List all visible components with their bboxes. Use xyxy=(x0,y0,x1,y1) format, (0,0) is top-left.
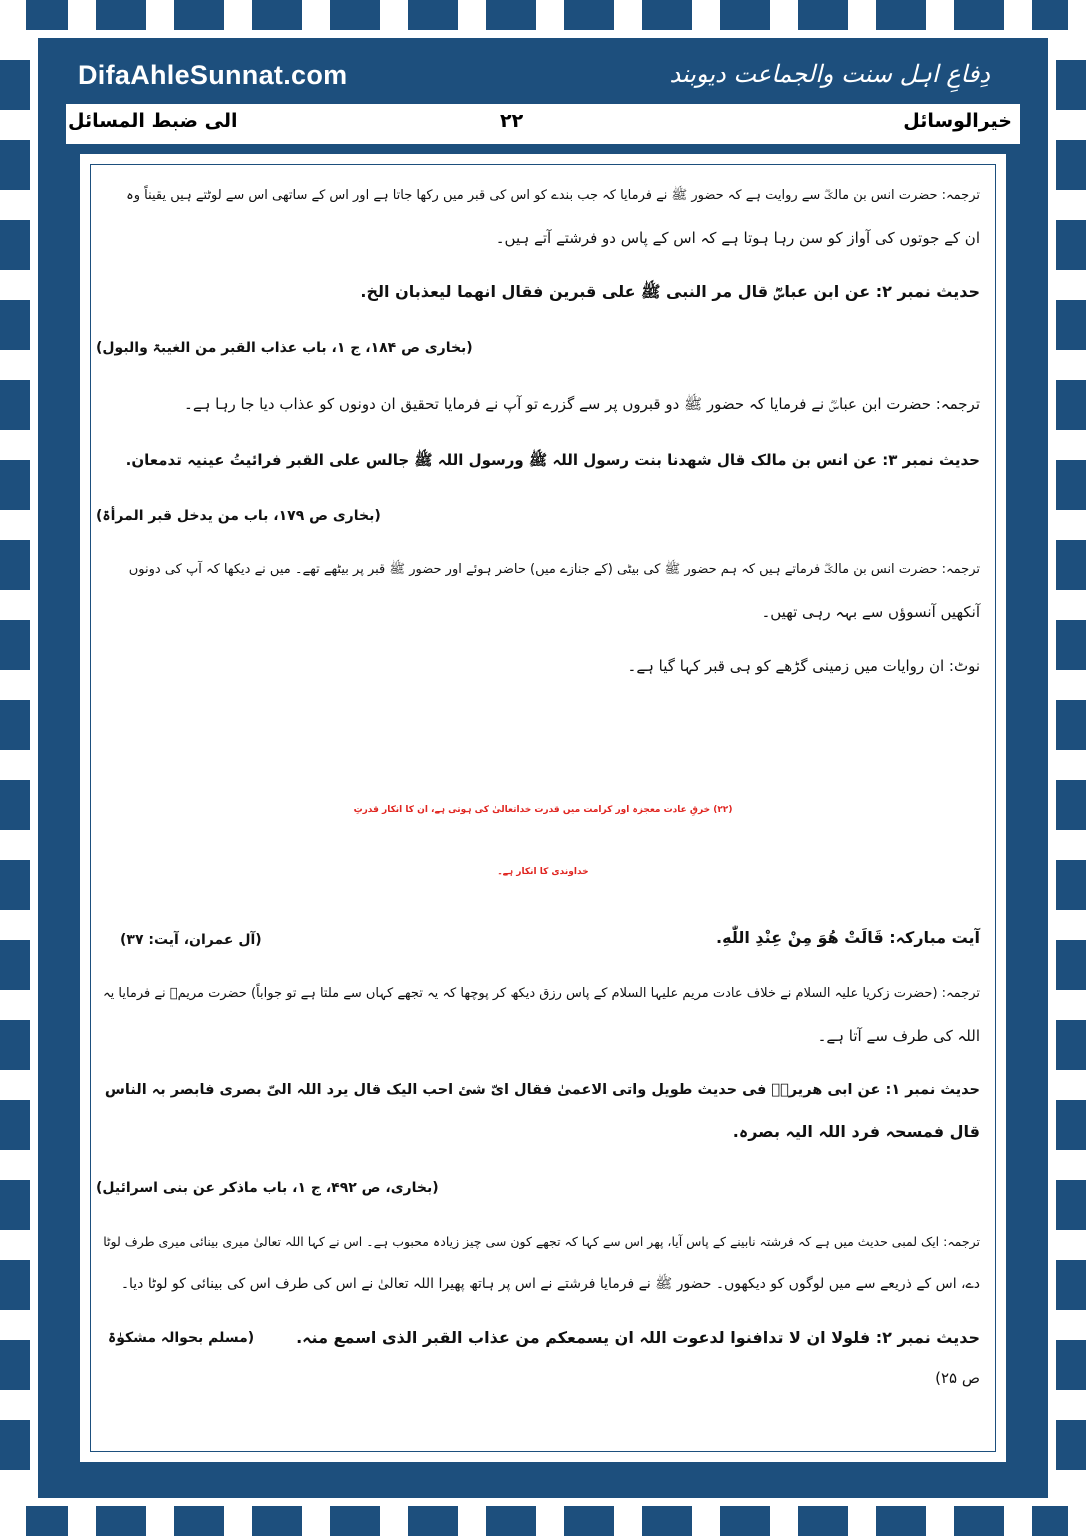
hadith-line: قال فمسحہ فرد اللہ الیہ بصرہ. xyxy=(732,1122,980,1141)
book-title: خیرالوسائل xyxy=(903,110,1012,132)
section-heading: خداوندی کا انکار ہے۔ xyxy=(497,867,589,877)
border-tile xyxy=(1056,540,1086,590)
border-tile xyxy=(330,0,380,30)
border-tile xyxy=(720,1506,770,1536)
reference: (بخاری ص ۱۷۹، باب من یدخل قبر المرأۃ) xyxy=(96,508,381,524)
border-tile xyxy=(720,0,770,30)
border-tile xyxy=(1032,0,1068,30)
translation-line: ترجمہ: حضرت ابن عباسؓ نے فرمایا کہ حضور ﷺ دو قبروں پر سے گزرے تو آپ نے فرمایا تحقیق ان دونوں کو عذاب دیا جا رہا ہے۔ xyxy=(184,395,980,413)
translation-line: ترجمہ: حضرت انس بن مالکؓ سے روایت ہے کہ حضور ﷺ نے فرمایا کہ جب بندے کو اس کی قبر میں رکھا جاتا ہے اور اس کے ساتھی اس سے لوٹتے ہیں یقیناً وہ xyxy=(126,188,980,203)
border-tile xyxy=(1056,220,1086,270)
border-tile xyxy=(642,1506,692,1536)
reference: (مسلم بحوالہ مشکوٰۃ xyxy=(108,1330,255,1346)
border-tile xyxy=(252,0,302,30)
border-tile xyxy=(564,1506,614,1536)
border-tile xyxy=(876,0,926,30)
border-tile xyxy=(0,940,30,990)
border-tile xyxy=(564,0,614,30)
border-tile xyxy=(174,1506,224,1536)
border-tile xyxy=(96,0,146,30)
translation-line: ترجمہ: حضرت انس بن مالکؓ فرماتے ہیں کہ ہم حضور ﷺ کی بیٹی (کے جنازے میں) حاضر ہوئے اور حضور ﷺ قبر پر بیٹھے تھے۔ میں نے دیکھا کہ آپ کی دونوں xyxy=(128,562,980,577)
border-tile xyxy=(486,0,536,30)
hadith-line: حدیث نمبر ۱: عن ابی ھریرۃؓ فی حدیث طویل واتی الاعمیٰ فقال ایّ شئ احب الیک قال یرد اللہ الیّ بصری فابصر بہ الناس xyxy=(104,1082,980,1098)
border-tile xyxy=(0,540,30,590)
site-name: دِفاعِ اہل سنت والجماعت دیوبند xyxy=(669,60,990,88)
border-tile xyxy=(408,1506,458,1536)
hadith-line: حدیث نمبر ۳: عن انس بن مالک قال شھدنا بنت رسول اللہ ﷺ ورسول اللہ ﷺ جالس علی القبر فرائیتُ عینیہ تدمعان. xyxy=(125,451,980,469)
translation-line: ترجمہ: ایک لمبی حدیث میں ہے کہ فرشتہ نابینے کے پاس آیا، پھر اس سے کہا کہ تجھے کون سی چیز زیادہ محبوب ہے۔ اس نے کہا اللہ تعالیٰ میری بینائی میری طرف لوٹا xyxy=(103,1234,980,1249)
border-tile xyxy=(798,1506,848,1536)
border-tile xyxy=(1056,1100,1086,1150)
translation-line: اللہ کی طرف سے آتا ہے۔ xyxy=(817,1027,980,1045)
border-tile xyxy=(0,1180,30,1230)
border-tile xyxy=(0,1420,30,1470)
border-tile xyxy=(1056,620,1086,670)
border-tile xyxy=(0,60,30,110)
border-tile xyxy=(954,0,1004,30)
page-number: ۲۲ xyxy=(500,110,524,132)
border-tile xyxy=(1056,700,1086,750)
note-line: نوٹ: ان روایات میں زمینی گڑھے کو ہی قبر کہا گیا ہے۔ xyxy=(627,657,980,675)
border-tile xyxy=(1056,1340,1086,1390)
hadith-line: حدیث نمبر ۲: عن ابن عباسؓ قال مر النبی ﷺ علی قبرین فقال انھما لیعذبان الخ. xyxy=(360,282,980,301)
translation-line: دے، اس کے ذریعے سے میں لوگوں کو دیکھوں۔ حضور ﷺ نے فرمایا فرشتے نے اس پر ہاتھ پھیرا اللہ تعالیٰ نے اس کی طرف اس کی بینائی کو لوٹا دیا۔ xyxy=(120,1276,980,1292)
hadith-line: حدیث نمبر ۲: فلولا ان لا تدافنوا لدعوت اللہ ان یسمعکم من عذاب القبر الذی اسمع منہ. xyxy=(296,1328,980,1347)
border-tile xyxy=(1056,940,1086,990)
border-tile xyxy=(1056,60,1086,110)
border-tile xyxy=(0,140,30,190)
border-tile xyxy=(642,0,692,30)
border-tile xyxy=(1032,1506,1068,1536)
border-tile xyxy=(96,1506,146,1536)
ayah-line: آیت مبارکہ: قَالَتْ هُوَ مِنْ عِنْدِ اللّٰهِ. xyxy=(716,928,980,947)
border-tile xyxy=(0,220,30,270)
border-tile xyxy=(798,0,848,30)
border-tile xyxy=(174,0,224,30)
border-tile xyxy=(26,0,68,30)
border-tile xyxy=(486,1506,536,1536)
border-tile xyxy=(0,380,30,430)
border-tile xyxy=(1056,380,1086,430)
border-tile xyxy=(1056,1420,1086,1470)
border-tile xyxy=(0,1020,30,1070)
ayah-reference: (آل عمران، آیت: ۳۷) xyxy=(120,932,262,948)
border-tile xyxy=(1056,1020,1086,1070)
border-tile xyxy=(26,1506,68,1536)
reference-page: ص ۲۵) xyxy=(935,1369,980,1387)
border-tile xyxy=(954,1506,1004,1536)
border-tile xyxy=(1056,1180,1086,1230)
border-tile xyxy=(0,620,30,670)
border-tile xyxy=(0,1260,30,1310)
site-url[interactable]: DifaAhleSunnat.com xyxy=(78,60,348,90)
border-tile xyxy=(876,1506,926,1536)
section-heading: (۲۲) خرقِ عادت معجزہ اور کرامت میں قدرت خداتعالیٰ کی ہوتی ہے، ان کا انکار قدرتِ xyxy=(353,805,733,815)
border-tile xyxy=(0,700,30,750)
border-tile xyxy=(1056,300,1086,350)
reference: (بخاری ص ۱۸۴، ج ۱، باب عذاب القبر من الغیبۃ والبول) xyxy=(96,340,473,356)
border-tile xyxy=(1056,460,1086,510)
border-tile xyxy=(0,1100,30,1150)
border-tile xyxy=(0,460,30,510)
border-tile xyxy=(330,1506,380,1536)
translation-line: ترجمہ: (حضرت زکریا علیہ السلام نے خلاف عادت مریم علیہا السلام کے پاس رزق دیکھ کر پوچھا کہ یہ تجھے کہاں سے ملتا ہے تو جواباً) حضرت مریمؑ نے فرمایا یہ xyxy=(103,986,980,1001)
border-tile xyxy=(0,300,30,350)
translation-line: ان کے جوتوں کی آواز کو سن رہا ہوتا ہے کہ اس کے پاس دو فرشتے آتے ہیں۔ xyxy=(495,229,980,247)
border-tile xyxy=(0,1340,30,1390)
border-tile xyxy=(408,0,458,30)
translation-line: آنکھیں آنسوؤں سے بہہ رہی تھیں۔ xyxy=(761,603,980,621)
border-tile xyxy=(1056,140,1086,190)
border-tile xyxy=(252,1506,302,1536)
book-subtitle: الی ضبط المسائل xyxy=(68,110,238,132)
reference: (بخاری، ص ۴۹۲، ج ۱، باب ماذکر عن بنی اسرائیل) xyxy=(96,1180,439,1196)
border-tile xyxy=(1056,1260,1086,1310)
